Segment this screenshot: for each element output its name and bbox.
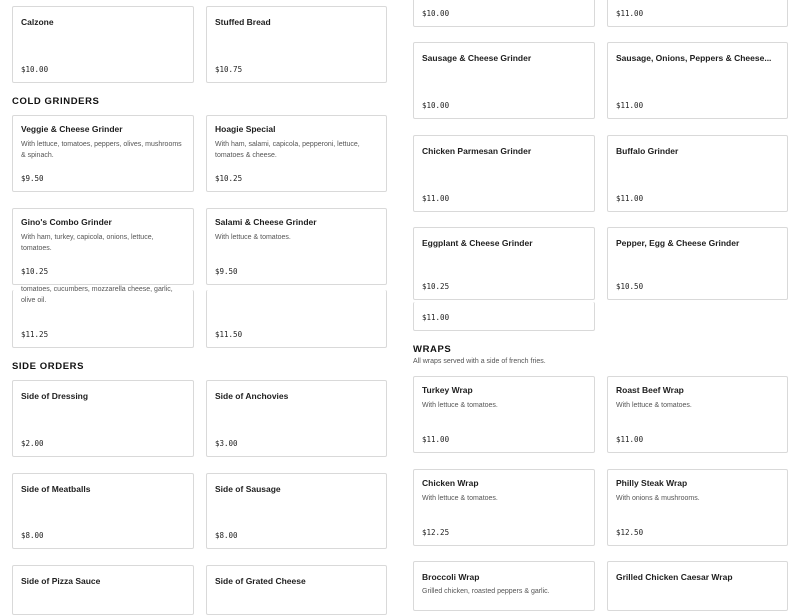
item-name: Veggie & Cheese Grinder (21, 124, 123, 134)
menu-item-card[interactable] (413, 561, 595, 611)
menu-item-card[interactable] (607, 0, 788, 27)
item-price: $10.50 (616, 282, 644, 291)
item-price: $9.50 (21, 174, 44, 183)
menu-item-card[interactable] (607, 376, 788, 453)
item-price: $10.25 (21, 267, 49, 276)
menu-item-card[interactable] (206, 6, 387, 83)
item-description: Grilled chicken, roasted peppers & garlic. (422, 588, 550, 595)
section-title-wraps: WRAPS (413, 344, 452, 355)
item-price: $2.00 (21, 439, 44, 448)
item-description: With lettuce & tomatoes. (422, 495, 498, 502)
item-price: $3.00 (215, 439, 238, 448)
menu-item-card[interactable] (413, 302, 595, 331)
menu-item-card[interactable] (607, 469, 788, 546)
item-price: $11.50 (215, 330, 243, 339)
item-price: $11.00 (422, 194, 450, 203)
item-description: With ham, turkey, capicola, onions, lettuce, tomatoes. (21, 234, 154, 252)
item-name: Hoagie Special (215, 124, 276, 134)
menu-item-card[interactable] (12, 115, 194, 192)
section-title-cold-grinders: COLD GRINDERS (12, 96, 100, 107)
item-price: $11.25 (21, 330, 49, 339)
item-price: $10.25 (215, 174, 243, 183)
menu-item-card[interactable] (607, 135, 788, 212)
item-name: Chicken Wrap (422, 478, 479, 488)
item-description: With onions & mushrooms. (616, 495, 700, 502)
item-name: Philly Steak Wrap (616, 478, 688, 488)
menu-item-card[interactable] (206, 380, 387, 457)
item-price: $10.75 (215, 65, 243, 74)
menu-item-card[interactable] (206, 115, 387, 192)
item-price: $10.00 (422, 101, 450, 110)
item-name: Side of Anchovies (215, 391, 289, 401)
item-price: $10.00 (422, 9, 450, 18)
item-name: Grilled Chicken Caesar Wrap (616, 572, 733, 582)
menu-item-card[interactable] (206, 473, 387, 549)
item-description: tomatoes, cucumbers, mozzarella cheese, garlic, olive oil. (21, 286, 173, 304)
menu-item-card[interactable] (413, 227, 595, 300)
menu-item-card[interactable] (206, 208, 387, 285)
item-name: Turkey Wrap (422, 385, 473, 395)
item-name: Calzone (21, 17, 54, 27)
item-description: With lettuce & tomatoes. (422, 402, 498, 409)
item-price: $11.00 (422, 313, 450, 322)
item-price: $10.00 (21, 65, 49, 74)
item-price: $11.00 (422, 435, 450, 444)
item-name: Side of Dressing (21, 391, 89, 401)
item-name: Sausage, Onions, Peppers & Cheese... (616, 53, 772, 63)
section-subtitle-wraps: All wraps served with a side of french fries. (413, 358, 546, 365)
item-price: $11.00 (616, 101, 644, 110)
item-name: Side of Sausage (215, 484, 281, 494)
menu-item-card[interactable] (413, 469, 595, 546)
item-price: $9.50 (215, 267, 238, 276)
menu-item-card[interactable] (413, 135, 595, 212)
item-price: $12.50 (616, 528, 644, 537)
item-name: Side of Pizza Sauce (21, 576, 101, 586)
item-name: Buffalo Grinder (616, 146, 679, 156)
item-price: $10.25 (422, 282, 450, 291)
item-name: Stuffed Bread (215, 17, 271, 27)
menu-item-card[interactable] (12, 208, 194, 285)
menu-item-card[interactable] (607, 42, 788, 119)
item-name: Eggplant & Cheese Grinder (422, 238, 533, 248)
menu-item-card[interactable] (413, 0, 595, 27)
menu-item-card[interactable] (413, 42, 595, 119)
menu-item-card[interactable] (12, 473, 194, 549)
item-name: Salami & Cheese Grinder (215, 217, 317, 227)
item-description: With lettuce & tomatoes. (215, 234, 291, 241)
item-price: $8.00 (21, 531, 44, 540)
menu-item-card[interactable] (206, 565, 387, 615)
item-description: With lettuce & tomatoes. (616, 402, 692, 409)
item-price: $11.00 (616, 9, 644, 18)
section-title-side-orders: SIDE ORDERS (12, 361, 85, 372)
menu-item-card[interactable] (206, 290, 387, 348)
item-price: $12.25 (422, 528, 450, 537)
menu-item-card[interactable] (12, 6, 194, 83)
item-price: $11.00 (616, 194, 644, 203)
item-name: Chicken Parmesan Grinder (422, 146, 532, 156)
menu-item-card[interactable] (607, 227, 788, 300)
menu-item-card[interactable] (12, 565, 194, 615)
menu-item-card[interactable] (12, 380, 194, 457)
item-name: Side of Grated Cheese (215, 576, 306, 586)
menu-item-card[interactable] (607, 561, 788, 611)
item-name: Gino's Combo Grinder (21, 217, 112, 227)
item-name: Sausage & Cheese Grinder (422, 53, 532, 63)
item-name: Side of Meatballs (21, 484, 91, 494)
item-name: Roast Beef Wrap (616, 385, 684, 395)
item-description: With ham, salami, capicola, pepperoni, lettuce, tomatoes & cheese. (215, 141, 360, 159)
menu-item-card[interactable] (413, 376, 595, 453)
item-description: With lettuce, tomatoes, peppers, olives, mushrooms & spinach. (21, 141, 182, 159)
menu-item-card[interactable] (12, 286, 194, 348)
item-name: Pepper, Egg & Cheese Grinder (616, 238, 740, 248)
item-price: $8.00 (215, 531, 238, 540)
item-price: $11.00 (616, 435, 644, 444)
item-name: Broccoli Wrap (422, 572, 480, 582)
